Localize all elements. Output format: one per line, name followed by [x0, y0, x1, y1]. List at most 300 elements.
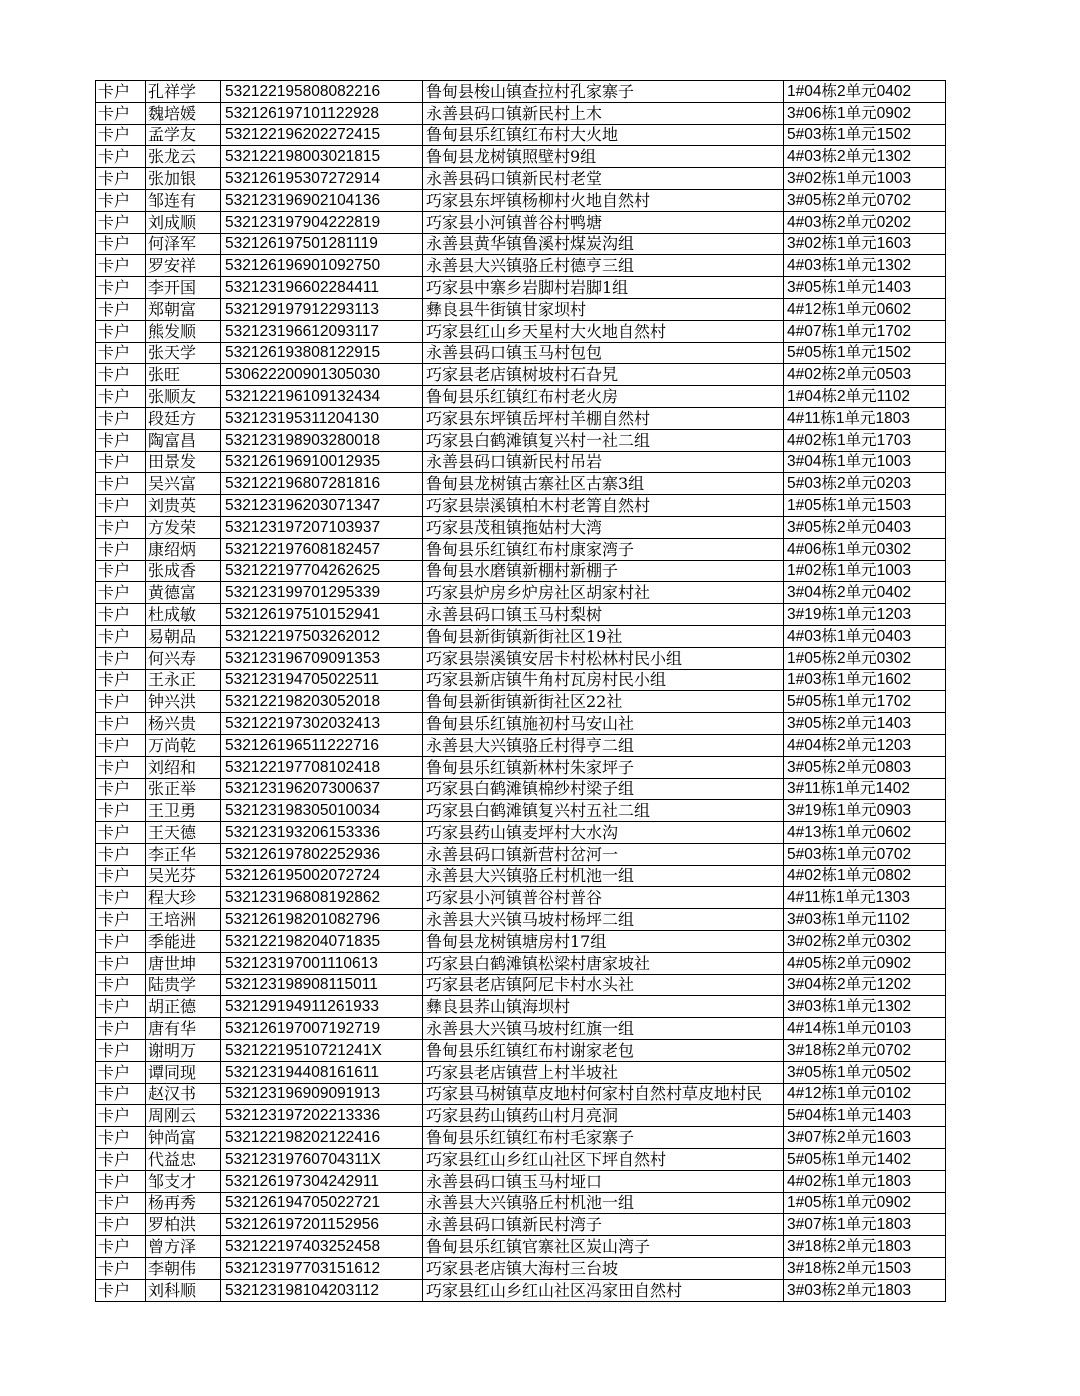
table-row [96, 516, 946, 538]
id-number-cell: 532122198203052018 [221, 691, 423, 713]
table-row [96, 669, 946, 691]
name-cell: 唐有华 [146, 1018, 221, 1040]
category-cell: 卡户 [96, 887, 146, 909]
name-cell: 孟学友 [146, 124, 221, 146]
room-cell: 3#19栋1单元0903 [784, 800, 946, 822]
id-number-cell: 532123198908115011 [221, 974, 423, 996]
category-cell: 卡户 [96, 1040, 146, 1062]
table-row [96, 713, 946, 735]
room-cell: 3#11栋1单元1402 [784, 778, 946, 800]
id-number-cell: 532126197510152941 [221, 604, 423, 626]
room-cell: 3#02栋2单元0302 [784, 931, 946, 953]
address-cell: 鲁甸县乐红镇红布村康家湾子 [423, 538, 784, 560]
address-cell: 巧家县东坪镇岳坪村羊棚自然村 [423, 407, 784, 429]
address-cell: 巧家县茂租镇拖姑村大湾 [423, 516, 784, 538]
table-row [96, 1105, 946, 1127]
category-cell: 卡户 [96, 909, 146, 931]
id-number-cell: 530622200901305030 [221, 364, 423, 386]
name-cell: 何兴寿 [146, 647, 221, 669]
address-cell: 鲁甸县梭山镇查拉村孔家寨子 [423, 81, 784, 103]
id-number-cell: 532123194705022511 [221, 669, 423, 691]
table-row [96, 386, 946, 408]
name-cell: 郑朝富 [146, 298, 221, 320]
address-cell: 巧家县炉房乡炉房社区胡家村社 [423, 582, 784, 604]
address-cell: 永善县大兴镇马坡村杨坪二组 [423, 909, 784, 931]
room-cell: 3#18栋2单元0702 [784, 1040, 946, 1062]
category-cell: 卡户 [96, 1127, 146, 1149]
address-cell: 巧家县小河镇普谷村鸭塘 [423, 211, 784, 233]
table-row [96, 189, 946, 211]
address-cell: 巧家县崇溪镇柏木村老箐自然村 [423, 495, 784, 517]
room-cell: 4#02栋1单元0802 [784, 865, 946, 887]
room-cell: 3#02栋1单元1603 [784, 233, 946, 255]
category-cell: 卡户 [96, 146, 146, 168]
table-row [96, 451, 946, 473]
name-cell: 王永正 [146, 669, 221, 691]
address-cell: 永善县码口镇新民村老堂 [423, 168, 784, 190]
address-cell: 鲁甸县乐红镇红布村老火房 [423, 386, 784, 408]
category-cell: 卡户 [96, 1192, 146, 1214]
id-number-cell: 532126195307272914 [221, 168, 423, 190]
category-cell: 卡户 [96, 386, 146, 408]
table-row [96, 582, 946, 604]
address-cell: 彝良县牛街镇甘家坝村 [423, 298, 784, 320]
category-cell: 卡户 [96, 1214, 146, 1236]
room-cell: 5#03栋1单元0702 [784, 843, 946, 865]
category-cell: 卡户 [96, 81, 146, 103]
id-number-cell: 532126196901092750 [221, 255, 423, 277]
table-row [96, 1149, 946, 1171]
address-cell: 巧家县白鹤滩镇复兴村一社二组 [423, 429, 784, 451]
room-cell: 4#13栋1单元0602 [784, 822, 946, 844]
room-cell: 4#03栋1单元1302 [784, 255, 946, 277]
name-cell: 胡正德 [146, 996, 221, 1018]
table-row [96, 211, 946, 233]
id-number-cell: 532122197708102418 [221, 756, 423, 778]
category-cell: 卡户 [96, 625, 146, 647]
table-row [96, 778, 946, 800]
room-cell: 4#03栋1单元0403 [784, 625, 946, 647]
name-cell: 方发荣 [146, 516, 221, 538]
address-cell: 永善县码口镇玉马村梨树 [423, 604, 784, 626]
room-cell: 3#07栋2单元1603 [784, 1127, 946, 1149]
address-cell: 鲁甸县龙树镇照壁村9组 [423, 146, 784, 168]
id-number-cell: 532126196910012935 [221, 451, 423, 473]
category-cell: 卡户 [96, 1018, 146, 1040]
name-cell: 田景发 [146, 451, 221, 473]
name-cell: 刘科顺 [146, 1279, 221, 1301]
table-row [96, 1192, 946, 1214]
category-cell: 卡户 [96, 1279, 146, 1301]
id-number-cell: 532122198003021815 [221, 146, 423, 168]
name-cell: 刘贵英 [146, 495, 221, 517]
id-number-cell: 532122196807281816 [221, 473, 423, 495]
room-cell: 3#04栋1单元1003 [784, 451, 946, 473]
address-cell: 永善县黄华镇鲁溪村煤炭沟组 [423, 233, 784, 255]
room-cell: 5#05栋1单元1502 [784, 342, 946, 364]
category-cell: 卡户 [96, 1258, 146, 1280]
name-cell: 罗柏洪 [146, 1214, 221, 1236]
room-cell: 4#14栋1单元0103 [784, 1018, 946, 1040]
room-cell: 5#03栋1单元1502 [784, 124, 946, 146]
name-cell: 季能进 [146, 931, 221, 953]
name-cell: 魏培媛 [146, 102, 221, 124]
name-cell: 曾方泽 [146, 1236, 221, 1258]
category-cell: 卡户 [96, 560, 146, 582]
name-cell: 邹支才 [146, 1170, 221, 1192]
name-cell: 张顺友 [146, 386, 221, 408]
room-cell: 4#11栋1单元1803 [784, 407, 946, 429]
address-cell: 鲁甸县乐红镇红布村谢家老包 [423, 1040, 784, 1062]
table-row [96, 625, 946, 647]
room-cell: 4#12栋1单元0102 [784, 1083, 946, 1105]
room-cell: 4#04栋2单元1203 [784, 734, 946, 756]
name-cell: 罗安祥 [146, 255, 221, 277]
address-cell: 巧家县老店镇阿尼卡村水头社 [423, 974, 784, 996]
room-cell: 3#04栋2单元1202 [784, 974, 946, 996]
id-number-cell: 532123197904222819 [221, 211, 423, 233]
address-cell: 巧家县老店镇大海村三台坡 [423, 1258, 784, 1280]
table-row [96, 843, 946, 865]
id-number-cell: 532123198104203112 [221, 1279, 423, 1301]
name-cell: 杜成敏 [146, 604, 221, 626]
table-row [96, 298, 946, 320]
id-number-cell: 532126194705022721 [221, 1192, 423, 1214]
address-cell: 巧家县老店镇营上村半坡社 [423, 1061, 784, 1083]
table-row [96, 647, 946, 669]
category-cell: 卡户 [96, 1061, 146, 1083]
category-cell: 卡户 [96, 342, 146, 364]
table-row [96, 364, 946, 386]
name-cell: 赵汉书 [146, 1083, 221, 1105]
room-cell: 3#02栋1单元1003 [784, 168, 946, 190]
category-cell: 卡户 [96, 473, 146, 495]
address-cell: 永善县大兴镇骆丘村机池一组 [423, 1192, 784, 1214]
address-cell: 永善县码口镇新民村上木 [423, 102, 784, 124]
id-number-cell: 532126195002072724 [221, 865, 423, 887]
address-cell: 永善县码口镇玉马村包包 [423, 342, 784, 364]
category-cell: 卡户 [96, 1236, 146, 1258]
name-cell: 陆贵学 [146, 974, 221, 996]
table-row [96, 974, 946, 996]
room-cell: 3#05栋1单元0502 [784, 1061, 946, 1083]
category-cell: 卡户 [96, 931, 146, 953]
id-number-cell: 532123196207300637 [221, 778, 423, 800]
category-cell: 卡户 [96, 1105, 146, 1127]
name-cell: 吴兴富 [146, 473, 221, 495]
table-row [96, 495, 946, 517]
table-row [96, 756, 946, 778]
category-cell: 卡户 [96, 211, 146, 233]
address-cell: 永善县大兴镇骆丘村德亨三组 [423, 255, 784, 277]
room-cell: 1#03栋1单元1602 [784, 669, 946, 691]
table-row [96, 102, 946, 124]
table-row [96, 277, 946, 299]
address-cell: 巧家县药山镇药山村月亮洞 [423, 1105, 784, 1127]
address-cell: 永善县大兴镇骆丘村机池一组 [423, 865, 784, 887]
room-cell: 5#04栋1单元1403 [784, 1105, 946, 1127]
name-cell: 黄德富 [146, 582, 221, 604]
name-cell: 钟兴洪 [146, 691, 221, 713]
room-cell: 3#05栋2单元0702 [784, 189, 946, 211]
address-cell: 巧家县白鹤滩镇复兴村五社二组 [423, 800, 784, 822]
id-number-cell: 532129197912293113 [221, 298, 423, 320]
table-row [96, 931, 946, 953]
room-cell: 3#03栋1单元1302 [784, 996, 946, 1018]
room-cell: 1#04栋2单元0402 [784, 81, 946, 103]
category-cell: 卡户 [96, 865, 146, 887]
name-cell: 陶富昌 [146, 429, 221, 451]
table-row [96, 1236, 946, 1258]
room-cell: 5#05栋1单元1702 [784, 691, 946, 713]
category-cell: 卡户 [96, 800, 146, 822]
table-row [96, 1083, 946, 1105]
name-cell: 何泽军 [146, 233, 221, 255]
id-number-cell: 532123196203071347 [221, 495, 423, 517]
table-row [96, 124, 946, 146]
table-row [96, 800, 946, 822]
room-cell: 5#03栋2单元0203 [784, 473, 946, 495]
room-cell: 4#11栋1单元1303 [784, 887, 946, 909]
id-number-cell: 532123196602284411 [221, 277, 423, 299]
table-row [96, 538, 946, 560]
address-cell: 巧家县中寨乡岩脚村岩脚1组 [423, 277, 784, 299]
address-cell: 巧家县红山乡天星村大火地自然村 [423, 320, 784, 342]
category-cell: 卡户 [96, 669, 146, 691]
name-cell: 易朝品 [146, 625, 221, 647]
table-row [96, 822, 946, 844]
name-cell: 程大珍 [146, 887, 221, 909]
category-cell: 卡户 [96, 277, 146, 299]
id-number-cell: 532123196808192862 [221, 887, 423, 909]
name-cell: 张成香 [146, 560, 221, 582]
id-number-cell: 532123193206153336 [221, 822, 423, 844]
id-number-cell: 53212219510721241X [221, 1040, 423, 1062]
category-cell: 卡户 [96, 407, 146, 429]
category-cell: 卡户 [96, 778, 146, 800]
room-cell: 3#05栋2单元0803 [784, 756, 946, 778]
name-cell: 孔祥学 [146, 81, 221, 103]
room-cell: 3#05栋2单元1403 [784, 713, 946, 735]
id-number-cell: 532126198201082796 [221, 909, 423, 931]
category-cell: 卡户 [96, 974, 146, 996]
table-row [96, 342, 946, 364]
category-cell: 卡户 [96, 822, 146, 844]
id-number-cell: 532122196109132434 [221, 386, 423, 408]
category-cell: 卡户 [96, 516, 146, 538]
table-row [96, 734, 946, 756]
room-cell: 4#03栋2单元0202 [784, 211, 946, 233]
address-cell: 永善县大兴镇马坡村红旗一组 [423, 1018, 784, 1040]
room-cell: 3#07栋1单元1803 [784, 1214, 946, 1236]
name-cell: 李正华 [146, 843, 221, 865]
category-cell: 卡户 [96, 538, 146, 560]
category-cell: 卡户 [96, 429, 146, 451]
table-row [96, 887, 946, 909]
id-number-cell: 532122197403252458 [221, 1236, 423, 1258]
address-cell: 鲁甸县新街镇新街社区19社 [423, 625, 784, 647]
room-cell: 4#07栋1单元1702 [784, 320, 946, 342]
category-cell: 卡户 [96, 691, 146, 713]
name-cell: 周刚云 [146, 1105, 221, 1127]
name-cell: 唐世坤 [146, 952, 221, 974]
room-cell: 3#04栋2单元0402 [784, 582, 946, 604]
id-number-cell: 532123197207103937 [221, 516, 423, 538]
id-number-cell: 532123198305010034 [221, 800, 423, 822]
table-row [96, 952, 946, 974]
category-cell: 卡户 [96, 1083, 146, 1105]
category-cell: 卡户 [96, 298, 146, 320]
room-cell: 4#05栋2单元0902 [784, 952, 946, 974]
id-number-cell: 532123197703151612 [221, 1258, 423, 1280]
id-number-cell: 53212319760704311X [221, 1149, 423, 1171]
address-cell: 鲁甸县乐红镇施初村马安山社 [423, 713, 784, 735]
address-cell: 巧家县老店镇树坡村石旮旯 [423, 364, 784, 386]
id-number-cell: 532123196709091353 [221, 647, 423, 669]
room-cell: 1#04栋2单元1102 [784, 386, 946, 408]
name-cell: 康绍炳 [146, 538, 221, 560]
address-cell: 巧家县马树镇草皮地村何家村自然村草皮地村民 [423, 1083, 784, 1105]
address-cell: 巧家县白鹤滩镇棉纱村梁子组 [423, 778, 784, 800]
table-row [96, 473, 946, 495]
address-cell: 巧家县崇溪镇安居卡村松林村民小组 [423, 647, 784, 669]
room-cell: 3#05栋2单元0403 [784, 516, 946, 538]
table-row [96, 1061, 946, 1083]
name-cell: 刘绍和 [146, 756, 221, 778]
address-cell: 永善县大兴镇骆丘村得亨二组 [423, 734, 784, 756]
id-number-cell: 532126197007192719 [221, 1018, 423, 1040]
name-cell: 杨兴贵 [146, 713, 221, 735]
id-number-cell: 532122198204071835 [221, 931, 423, 953]
name-cell: 吴光芬 [146, 865, 221, 887]
id-number-cell: 532122197608182457 [221, 538, 423, 560]
category-cell: 卡户 [96, 647, 146, 669]
category-cell: 卡户 [96, 102, 146, 124]
address-cell: 鲁甸县龙树镇塘房村17组 [423, 931, 784, 953]
id-number-cell: 532123196612093117 [221, 320, 423, 342]
id-number-cell: 532126193808122915 [221, 342, 423, 364]
id-number-cell: 532126197101122928 [221, 102, 423, 124]
address-cell: 巧家县东坪镇杨柳村火地自然村 [423, 189, 784, 211]
room-cell: 1#05栋1单元1503 [784, 495, 946, 517]
address-cell: 永善县码口镇新民村湾子 [423, 1214, 784, 1236]
resident-table [95, 80, 946, 1302]
room-cell: 4#03栋2单元1302 [784, 146, 946, 168]
category-cell: 卡户 [96, 952, 146, 974]
category-cell: 卡户 [96, 168, 146, 190]
address-cell: 永善县码口镇新营村岔河一 [423, 843, 784, 865]
table-row [96, 320, 946, 342]
name-cell: 王天德 [146, 822, 221, 844]
address-cell: 永善县码口镇新民村吊岩 [423, 451, 784, 473]
room-cell: 3#03栋2单元1803 [784, 1279, 946, 1301]
name-cell: 钟尚富 [146, 1127, 221, 1149]
table-row [96, 1170, 946, 1192]
name-cell: 张加银 [146, 168, 221, 190]
id-number-cell: 532123195311204130 [221, 407, 423, 429]
name-cell: 张天学 [146, 342, 221, 364]
category-cell: 卡户 [96, 1170, 146, 1192]
category-cell: 卡户 [96, 582, 146, 604]
category-cell: 卡户 [96, 189, 146, 211]
room-cell: 4#02栋1单元1803 [784, 1170, 946, 1192]
name-cell: 张旺 [146, 364, 221, 386]
name-cell: 谢明万 [146, 1040, 221, 1062]
table-row [96, 1040, 946, 1062]
category-cell: 卡户 [96, 233, 146, 255]
room-cell: 4#02栋1单元1703 [784, 429, 946, 451]
room-cell: 5#05栋1单元1402 [784, 1149, 946, 1171]
address-cell: 鲁甸县乐红镇红布村大火地 [423, 124, 784, 146]
id-number-cell: 532122198202122416 [221, 1127, 423, 1149]
address-cell: 鲁甸县乐红镇官寨社区炭山湾子 [423, 1236, 784, 1258]
id-number-cell: 532122196202272415 [221, 124, 423, 146]
room-cell: 1#02栋1单元1003 [784, 560, 946, 582]
id-number-cell: 532126197802252936 [221, 843, 423, 865]
table-row [96, 865, 946, 887]
id-number-cell: 532122197302032413 [221, 713, 423, 735]
address-cell: 巧家县新店镇牛角村瓦房村民小组 [423, 669, 784, 691]
table-row [96, 168, 946, 190]
room-cell: 3#06栋1单元0902 [784, 102, 946, 124]
table-row [96, 1279, 946, 1301]
name-cell: 谭同现 [146, 1061, 221, 1083]
table-row [96, 1258, 946, 1280]
category-cell: 卡户 [96, 734, 146, 756]
table-row [96, 81, 946, 103]
id-number-cell: 532126197201152956 [221, 1214, 423, 1236]
address-cell: 鲁甸县水磨镇新棚村新棚子 [423, 560, 784, 582]
room-cell: 4#02栋2单元0503 [784, 364, 946, 386]
id-number-cell: 532122197704262625 [221, 560, 423, 582]
id-number-cell: 532123197001110613 [221, 952, 423, 974]
category-cell: 卡户 [96, 713, 146, 735]
name-cell: 王卫勇 [146, 800, 221, 822]
name-cell: 熊发顺 [146, 320, 221, 342]
name-cell: 刘成顺 [146, 211, 221, 233]
name-cell: 李开国 [146, 277, 221, 299]
room-cell: 3#18栋2单元1803 [784, 1236, 946, 1258]
address-cell: 巧家县白鹤滩镇松梁村唐家坡社 [423, 952, 784, 974]
table-row [96, 560, 946, 582]
id-number-cell: 532126197501281119 [221, 233, 423, 255]
id-number-cell: 532126196511222716 [221, 734, 423, 756]
category-cell: 卡户 [96, 996, 146, 1018]
table-row [96, 429, 946, 451]
id-number-cell: 532126197304242911 [221, 1170, 423, 1192]
id-number-cell: 532123194408161611 [221, 1061, 423, 1083]
table-row [96, 1214, 946, 1236]
table-row [96, 996, 946, 1018]
table-body [96, 81, 946, 1302]
id-number-cell: 532123199701295339 [221, 582, 423, 604]
room-cell: 1#05栋2单元0302 [784, 647, 946, 669]
category-cell: 卡户 [96, 495, 146, 517]
name-cell: 万尚乾 [146, 734, 221, 756]
address-cell: 巧家县红山乡红山社区冯家田自然村 [423, 1279, 784, 1301]
table-row [96, 1018, 946, 1040]
id-number-cell: 532123198903280018 [221, 429, 423, 451]
address-cell: 彝良县荞山镇海坝村 [423, 996, 784, 1018]
table-row [96, 255, 946, 277]
category-cell: 卡户 [96, 1149, 146, 1171]
category-cell: 卡户 [96, 255, 146, 277]
id-number-cell: 532122197503262012 [221, 625, 423, 647]
category-cell: 卡户 [96, 756, 146, 778]
address-cell: 巧家县小河镇普谷村普谷 [423, 887, 784, 909]
table-row [96, 233, 946, 255]
name-cell: 张龙云 [146, 146, 221, 168]
